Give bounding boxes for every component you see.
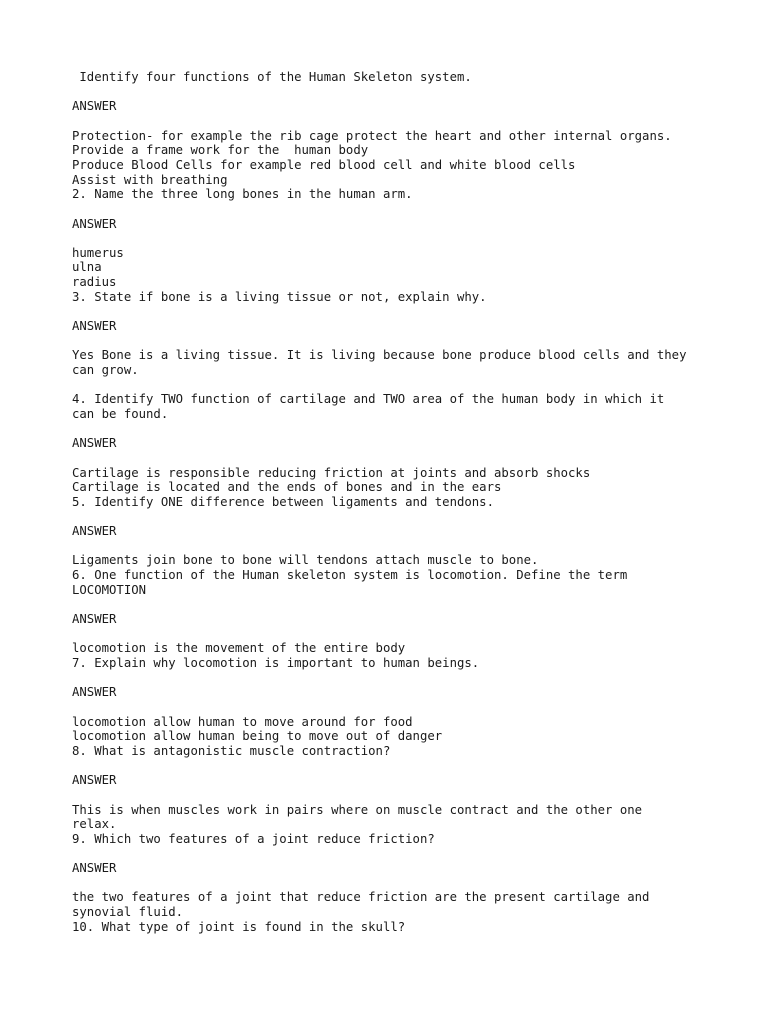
blank-line: [72, 876, 712, 891]
text-line: can be found.: [72, 406, 169, 421]
text-line: Provide a frame work for the human body: [72, 143, 369, 158]
text-line: 9. Which two features of a joint reduce friction?: [72, 831, 435, 846]
text-line: humerus: [72, 245, 124, 260]
text-line: Identify four functions of the Human Skeleton system.: [72, 70, 472, 84]
blank-line: [72, 510, 712, 525]
text-line: the two features of a joint that reduce friction are the present cartilage and: [72, 890, 650, 905]
text-line: 8. What is antagonistic muscle contraction?: [72, 743, 391, 758]
text-line: Cartilage is located and the ends of bones and in the ears: [72, 480, 502, 495]
blank-line: [72, 334, 712, 349]
text-line: This is when muscles work in pairs where on muscle contract and the other one: [72, 802, 643, 817]
text-line: Yes Bone is a living tissue. It is living because bone produce blood cells and they: [72, 348, 687, 363]
text-line: Assist with breathing: [72, 172, 228, 187]
text-line: Cartilage is responsible reducing friction at joints and absorb shocks: [72, 465, 591, 480]
text-line: 6. One function of the Human skeleton system is locomotion. Define the term: [72, 568, 628, 583]
blank-line: [72, 451, 712, 466]
text-line: Produce Blood Cells for example red blood cell and white blood cells: [72, 157, 576, 172]
blank-line: [72, 627, 712, 642]
blank-line: [72, 378, 712, 393]
blank-line: [72, 114, 712, 129]
text-line: 4. Identify TWO function of cartilage and TWO area of the human body in which it: [72, 392, 665, 407]
document-body: [72, 70, 712, 934]
blank-line: [72, 231, 712, 246]
blank-line: [72, 85, 712, 100]
blank-line: [72, 759, 712, 774]
text-line: Protection- for example the rib cage protect the heart and other internal organs.: [72, 128, 672, 143]
blank-line: [72, 539, 712, 554]
text-line: can grow.: [72, 363, 139, 378]
blank-line: [72, 422, 712, 437]
blank-line: [72, 788, 712, 803]
text-line: synovial fluid.: [72, 905, 184, 920]
text-line: locomotion allow human to move around for food: [72, 714, 413, 729]
text-line: 10. What type of joint is found in the skull?: [72, 919, 406, 934]
answer-label: ANSWER: [72, 612, 117, 627]
blank-line: [72, 597, 712, 612]
text-line: radius: [72, 275, 117, 290]
answer-label: ANSWER: [72, 319, 117, 334]
answer-label: ANSWER: [72, 524, 117, 539]
text-line: 7. Explain why locomotion is important to human beings.: [72, 656, 480, 671]
answer-label: ANSWER: [72, 216, 117, 231]
blank-line: [72, 671, 712, 686]
text-line: ulna: [72, 260, 102, 275]
text-line: LOCOMOTION: [72, 582, 147, 597]
text-line: 2. Name the three long bones in the human arm.: [72, 187, 413, 202]
answer-label: ANSWER: [72, 685, 117, 700]
blank-line: [72, 847, 712, 862]
answer-label: ANSWER: [72, 436, 117, 451]
text-line: locomotion is the movement of the entire body: [72, 641, 406, 656]
text-line: 3. State if bone is a living tissue or not, explain why.: [72, 289, 487, 304]
text-line: locomotion allow human being to move out of danger: [72, 729, 443, 744]
blank-line: [72, 202, 712, 217]
answer-label: ANSWER: [72, 773, 117, 788]
blank-line: [72, 304, 712, 319]
text-line: 5. Identify ONE difference between ligaments and tendons.: [72, 494, 494, 509]
answer-label: ANSWER: [72, 861, 117, 876]
text-line: Ligaments join bone to bone will tendons attach muscle to bone.: [72, 553, 539, 568]
answer-label: ANSWER: [72, 99, 117, 114]
blank-line: [72, 700, 712, 715]
text-line: relax.: [72, 817, 117, 832]
